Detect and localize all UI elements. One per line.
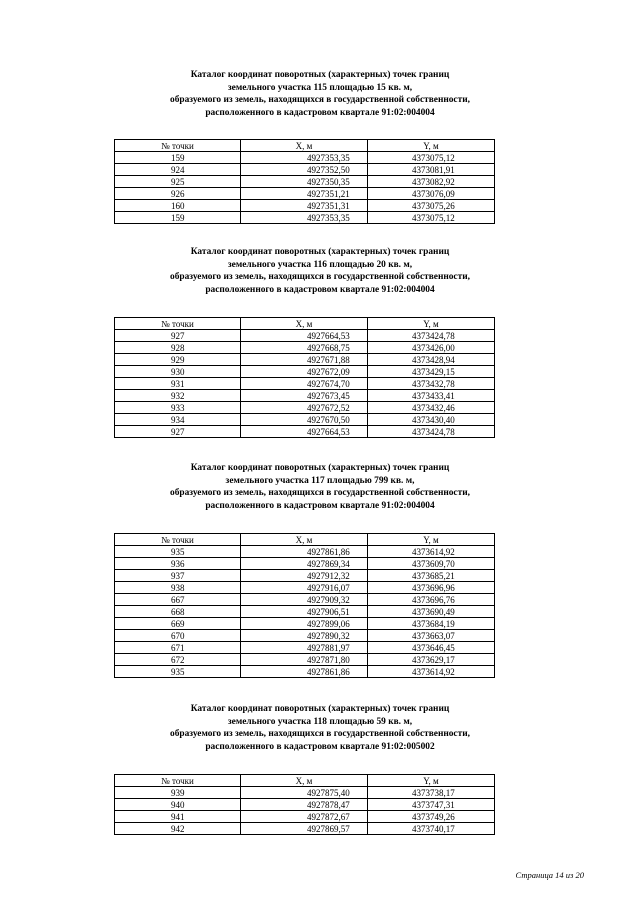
coordinates-table-115: [114, 139, 495, 224]
table-row: [115, 176, 495, 188]
table-row: [115, 200, 495, 212]
catalog-heading-116: [0, 246, 640, 296]
column-header-x: X, м: [241, 140, 368, 152]
y-coordinate-cell: 4373075,26: [368, 200, 495, 212]
y-coordinate-cell: 4373685,21: [368, 570, 495, 582]
point-number-cell: 942: [115, 823, 241, 835]
y-coordinate-cell: 4373433,41: [368, 390, 495, 402]
point-number-cell: 925: [115, 176, 241, 188]
point-number-cell: 672: [115, 654, 241, 666]
y-coordinate-cell: 4373696,76: [368, 594, 495, 606]
x-coordinate-cell: 4927668,75: [241, 342, 368, 354]
y-coordinate-cell: 4373081,91: [368, 164, 495, 176]
table-row: [115, 402, 495, 414]
x-coordinate-cell: 4927861,86: [241, 546, 368, 558]
column-header-x: X, м: [241, 318, 368, 330]
table-row: [115, 823, 495, 835]
column-header-x: X, м: [241, 775, 368, 787]
point-number-cell: 668: [115, 606, 241, 618]
point-number-cell: 938: [115, 582, 241, 594]
x-coordinate-cell: 4927673,45: [241, 390, 368, 402]
point-number-cell: 937: [115, 570, 241, 582]
y-coordinate-cell: 4373696,96: [368, 582, 495, 594]
x-coordinate-cell: 4927899,06: [241, 618, 368, 630]
table-row: [115, 570, 495, 582]
point-number-cell: 927: [115, 330, 241, 342]
y-coordinate-cell: 4373424,78: [368, 426, 495, 438]
x-coordinate-cell: 4927664,53: [241, 330, 368, 342]
y-coordinate-cell: 4373646,45: [368, 642, 495, 654]
point-number-cell: 671: [115, 642, 241, 654]
heading-line: образуемого из земель, находящихся в государственной собственности,: [170, 488, 470, 498]
table-row: [115, 188, 495, 200]
table-row: [115, 594, 495, 606]
point-number-cell: 930: [115, 366, 241, 378]
catalog-heading-115: [0, 69, 640, 119]
point-number-cell: 934: [115, 414, 241, 426]
table-row: [115, 582, 495, 594]
x-coordinate-cell: 4927881,97: [241, 642, 368, 654]
heading-line: образуемого из земель, находящихся в государственной собственности,: [170, 729, 470, 739]
y-coordinate-cell: 4373609,70: [368, 558, 495, 570]
point-number-cell: 670: [115, 630, 241, 642]
table-row: [115, 366, 495, 378]
table-row: [115, 799, 495, 811]
coordinates-table-116: [114, 317, 495, 438]
table-row: [115, 787, 495, 799]
table-row: [115, 558, 495, 570]
table-row: [115, 606, 495, 618]
point-number-cell: 159: [115, 152, 241, 164]
point-number-cell: 935: [115, 666, 241, 678]
y-coordinate-cell: 4373690,49: [368, 606, 495, 618]
point-number-cell: 928: [115, 342, 241, 354]
y-coordinate-cell: 4373614,92: [368, 666, 495, 678]
x-coordinate-cell: 4927878,47: [241, 799, 368, 811]
x-coordinate-cell: 4927869,34: [241, 558, 368, 570]
point-number-cell: 924: [115, 164, 241, 176]
x-coordinate-cell: 4927353,35: [241, 152, 368, 164]
table-row: [115, 630, 495, 642]
y-coordinate-cell: 4373747,31: [368, 799, 495, 811]
x-coordinate-cell: 4927674,70: [241, 378, 368, 390]
x-coordinate-cell: 4927871,80: [241, 654, 368, 666]
x-coordinate-cell: 4927350,35: [241, 176, 368, 188]
x-coordinate-cell: 4927861,86: [241, 666, 368, 678]
table-row: [115, 212, 495, 224]
point-number-cell: 159: [115, 212, 241, 224]
column-header-y: Y, м: [368, 534, 495, 546]
table-row: [115, 414, 495, 426]
point-number-cell: 932: [115, 390, 241, 402]
point-number-cell: 926: [115, 188, 241, 200]
heading-line: расположенного в кадастровом квартале 91:02:004004: [205, 500, 435, 511]
table-row: [115, 666, 495, 678]
y-coordinate-cell: 4373740,17: [368, 823, 495, 835]
point-number-cell: 927: [115, 426, 241, 438]
heading-line: земельного участка 116 площадью 20 кв. м,: [227, 259, 413, 270]
table-row: [115, 546, 495, 558]
table-row: [115, 390, 495, 402]
page-number: Страница 14 из 20: [515, 870, 584, 880]
point-number-cell: 669: [115, 618, 241, 630]
table-row: [115, 642, 495, 654]
column-header-point: № точки: [115, 775, 241, 787]
column-header-point: № точки: [115, 140, 241, 152]
coordinates-table-118: [114, 774, 495, 835]
column-header-x: X, м: [241, 534, 368, 546]
point-number-cell: 935: [115, 546, 241, 558]
coordinates-table-117: [114, 533, 495, 678]
column-header-y: Y, м: [368, 775, 495, 787]
x-coordinate-cell: 4927890,32: [241, 630, 368, 642]
point-number-cell: 936: [115, 558, 241, 570]
table-row: [115, 426, 495, 438]
y-coordinate-cell: 4373076,09: [368, 188, 495, 200]
column-header-y: Y, м: [368, 140, 495, 152]
y-coordinate-cell: 4373614,92: [368, 546, 495, 558]
x-coordinate-cell: 4927916,07: [241, 582, 368, 594]
y-coordinate-cell: 4373429,15: [368, 366, 495, 378]
y-coordinate-cell: 4373738,17: [368, 787, 495, 799]
heading-line: расположенного в кадастровом квартале 91:02:005002: [205, 741, 435, 752]
point-number-cell: 160: [115, 200, 241, 212]
heading-line: образуемого из земель, находящихся в государственной собственности,: [170, 95, 470, 105]
y-coordinate-cell: 4373430,40: [368, 414, 495, 426]
heading-line: Каталог координат поворотных (характерных) точек границ: [190, 70, 450, 80]
catalog-heading-118: [0, 703, 640, 753]
column-header-y: Y, м: [368, 318, 495, 330]
heading-line: земельного участка 117 площадью 799 кв. м,: [225, 475, 415, 486]
y-coordinate-cell: 4373424,78: [368, 330, 495, 342]
column-header-point: № точки: [115, 534, 241, 546]
x-coordinate-cell: 4927352,50: [241, 164, 368, 176]
table-row: [115, 618, 495, 630]
heading-line: Каталог координат поворотных (характерных) точек границ: [190, 247, 450, 257]
heading-line: земельного участка 115 площадью 15 кв. м,: [227, 82, 413, 93]
point-number-cell: 941: [115, 811, 241, 823]
x-coordinate-cell: 4927353,35: [241, 212, 368, 224]
x-coordinate-cell: 4927671,88: [241, 354, 368, 366]
x-coordinate-cell: 4927906,51: [241, 606, 368, 618]
table-row: [115, 164, 495, 176]
column-header-point: № точки: [115, 318, 241, 330]
x-coordinate-cell: 4927869,57: [241, 823, 368, 835]
y-coordinate-cell: 4373663,07: [368, 630, 495, 642]
x-coordinate-cell: 4927672,09: [241, 366, 368, 378]
point-number-cell: 940: [115, 799, 241, 811]
y-coordinate-cell: 4373082,92: [368, 176, 495, 188]
table-row: [115, 342, 495, 354]
x-coordinate-cell: 4927351,21: [241, 188, 368, 200]
table-row: [115, 152, 495, 164]
point-number-cell: 929: [115, 354, 241, 366]
point-number-cell: 667: [115, 594, 241, 606]
heading-line: расположенного в кадастровом квартале 91:02:004004: [205, 107, 435, 118]
x-coordinate-cell: 4927351,31: [241, 200, 368, 212]
heading-line: расположенного в кадастровом квартале 91:02:004004: [205, 284, 435, 295]
table-row: [115, 654, 495, 666]
heading-line: образуемого из земель, находящихся в государственной собственности,: [170, 272, 470, 282]
y-coordinate-cell: 4373432,78: [368, 378, 495, 390]
y-coordinate-cell: 4373075,12: [368, 212, 495, 224]
y-coordinate-cell: 4373075,12: [368, 152, 495, 164]
y-coordinate-cell: 4373684,19: [368, 618, 495, 630]
x-coordinate-cell: 4927872,67: [241, 811, 368, 823]
heading-line: Каталог координат поворотных (характерных) точек границ: [190, 704, 450, 714]
y-coordinate-cell: 4373432,46: [368, 402, 495, 414]
table-row: [115, 330, 495, 342]
x-coordinate-cell: 4927664,53: [241, 426, 368, 438]
x-coordinate-cell: 4927875,40: [241, 787, 368, 799]
point-number-cell: 931: [115, 378, 241, 390]
x-coordinate-cell: 4927912,32: [241, 570, 368, 582]
table-row: [115, 378, 495, 390]
heading-line: Каталог координат поворотных (характерных) точек границ: [190, 463, 450, 473]
x-coordinate-cell: 4927670,50: [241, 414, 368, 426]
table-row: [115, 354, 495, 366]
x-coordinate-cell: 4927909,32: [241, 594, 368, 606]
y-coordinate-cell: 4373426,00: [368, 342, 495, 354]
heading-line: земельного участка 118 площадью 59 кв. м,: [227, 716, 413, 727]
y-coordinate-cell: 4373629,17: [368, 654, 495, 666]
y-coordinate-cell: 4373428,94: [368, 354, 495, 366]
y-coordinate-cell: 4373749,26: [368, 811, 495, 823]
catalog-heading-117: [0, 462, 640, 512]
x-coordinate-cell: 4927672,52: [241, 402, 368, 414]
point-number-cell: 933: [115, 402, 241, 414]
table-row: [115, 811, 495, 823]
point-number-cell: 939: [115, 787, 241, 799]
